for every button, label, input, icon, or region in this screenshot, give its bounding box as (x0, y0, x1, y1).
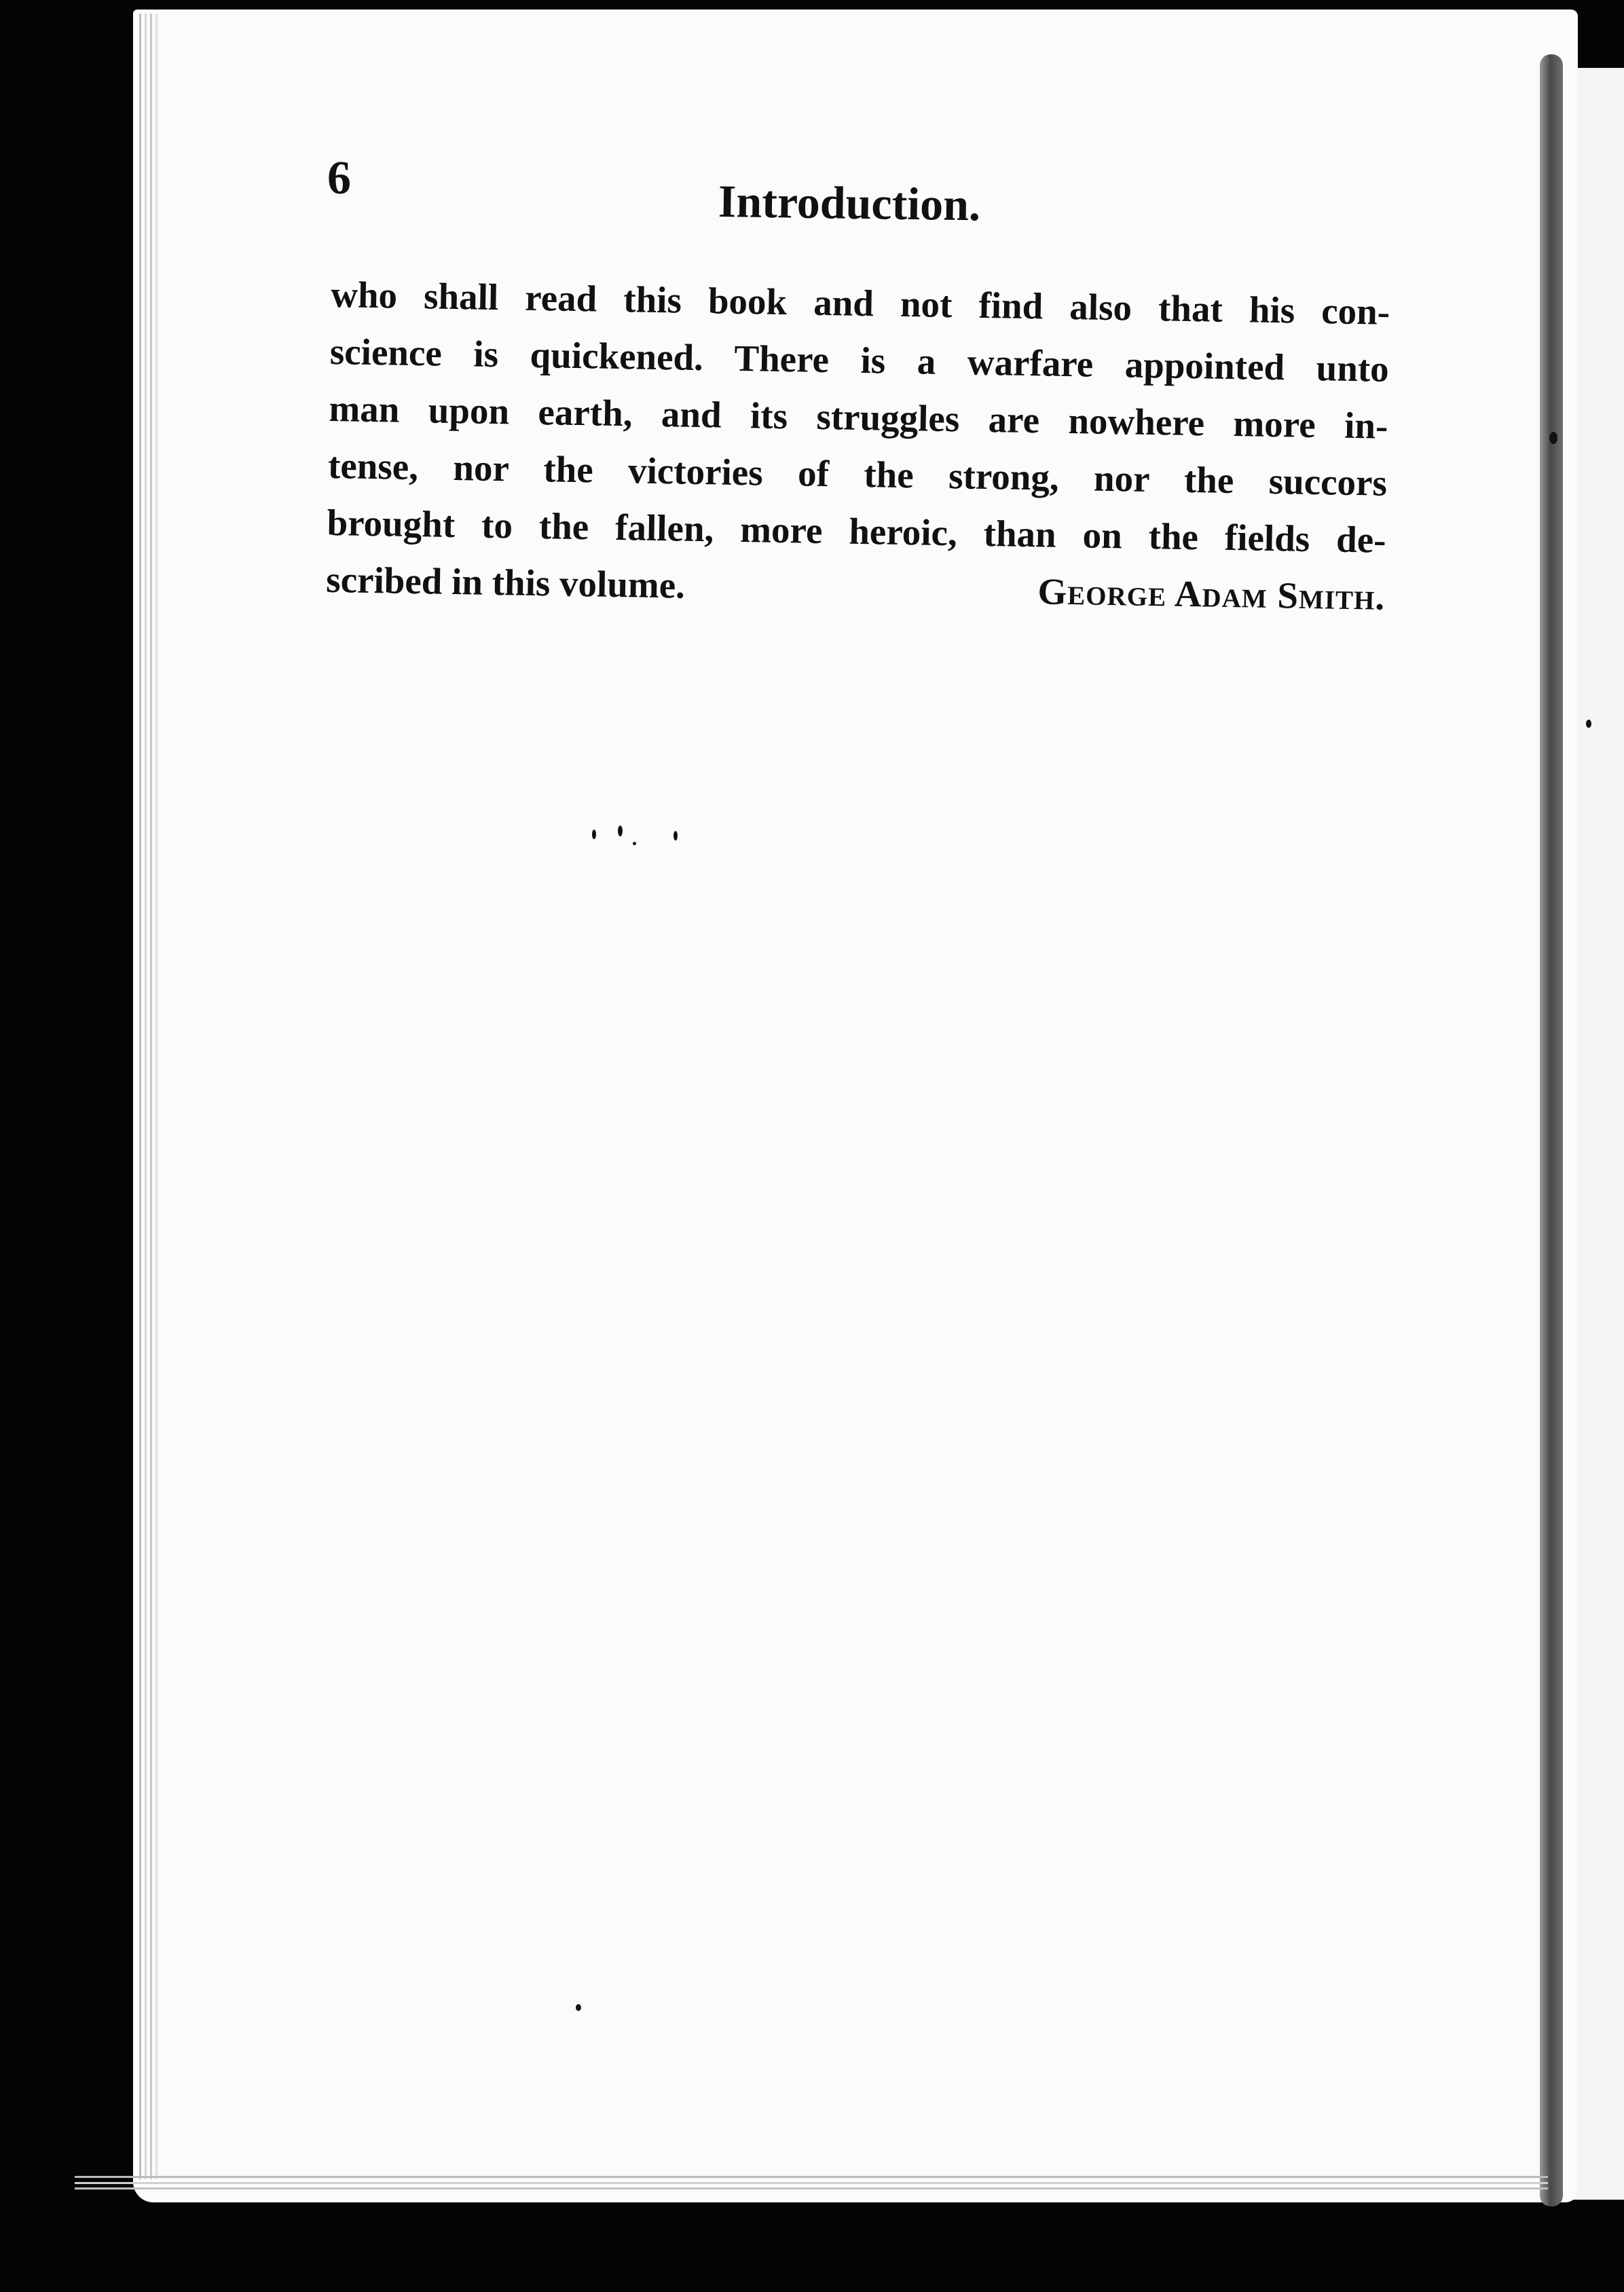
page-number: 6 (327, 152, 351, 204)
text-line: brought to the fallen, more heroic, than on the fields de- (327, 501, 1387, 561)
body-paragraph (326, 266, 1390, 626)
text-line: who shall read this book and not find also that his con- (330, 273, 1390, 333)
text-line: tense, nor the victories of the strong, nor the succors (327, 444, 1388, 504)
author-signature: George Adam Smith. (1037, 570, 1386, 618)
text-line: scribed in this volume. (325, 558, 686, 606)
running-head: Introduction. (718, 175, 981, 231)
text-line: science is quickened. There is a warfare appointed unto (329, 330, 1390, 390)
text-line: man upon earth, and its struggles are nowhere more in- (329, 387, 1388, 447)
